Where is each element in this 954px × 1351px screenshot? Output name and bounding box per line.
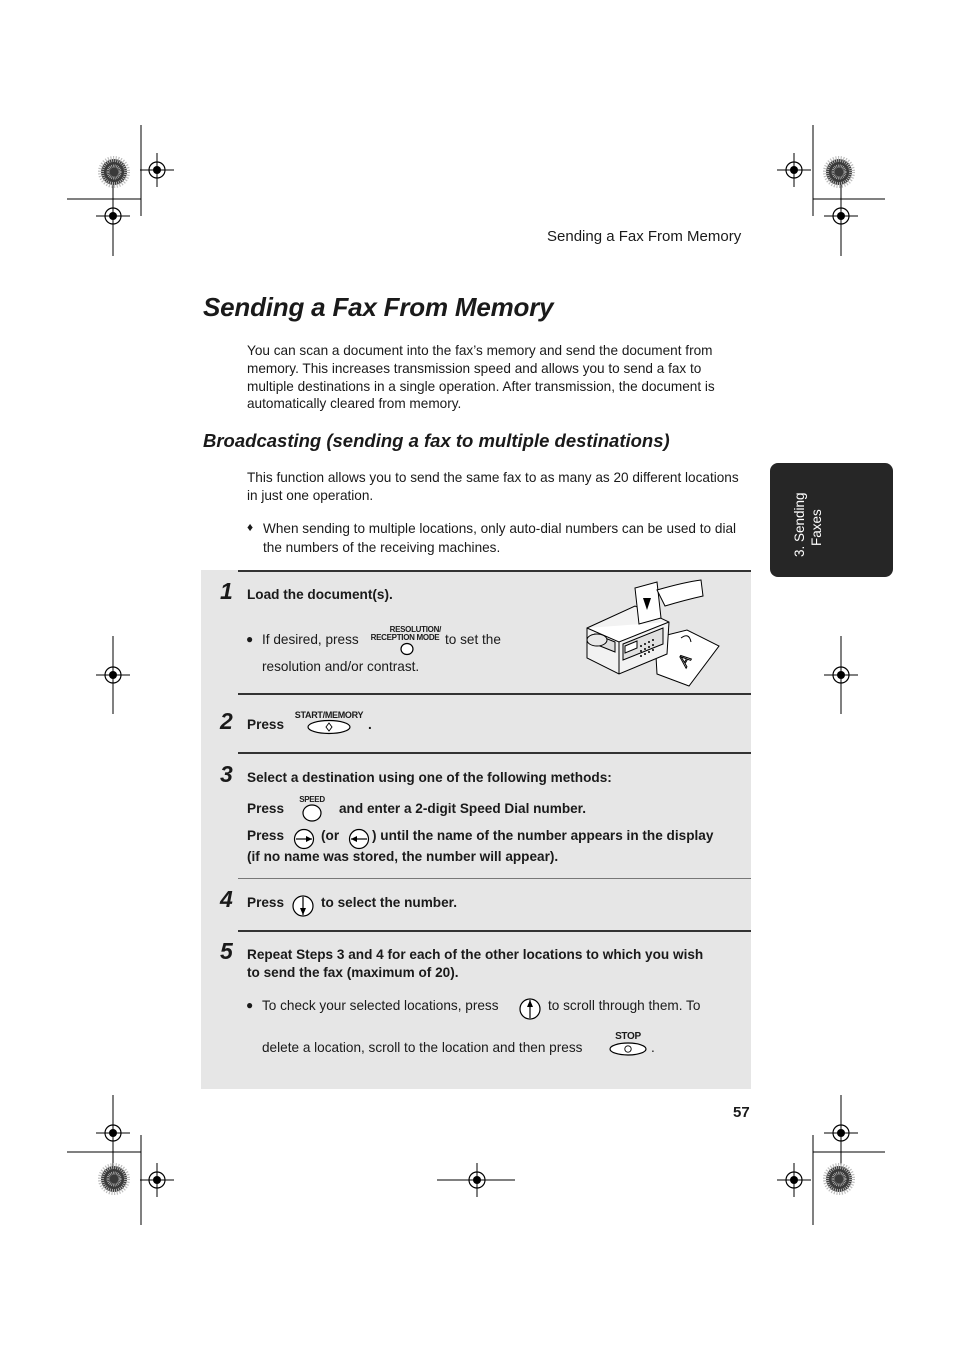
start-icon xyxy=(291,719,367,735)
page-number: 57 xyxy=(733,1104,750,1121)
step-3-until: ) until the name of the number appears in the display xyxy=(372,828,714,843)
step-number-1: 1 xyxy=(220,578,233,604)
step-5-title: to send the fax (maximum of 20). xyxy=(247,965,459,980)
step-1-bullet-text: to set the xyxy=(445,632,501,647)
step-divider xyxy=(238,570,751,572)
page-title: Sending a Fax From Memory xyxy=(203,292,554,322)
chapter-tab-line1: 3. Sending xyxy=(792,492,807,557)
key-label: SPEED xyxy=(299,795,325,804)
svg-text:A: A xyxy=(675,651,696,670)
step-1-bullet-text: If desired, press xyxy=(262,632,359,647)
step-divider xyxy=(238,752,751,754)
step-3-title: Select a destination using one of the following methods: xyxy=(247,770,612,785)
resolution-key-icon xyxy=(369,642,441,656)
diamond-bullet-icon: ♦ xyxy=(247,520,254,534)
right-arrow-key-icon xyxy=(293,828,315,850)
step-5-bullet-text: to scroll through them. To xyxy=(548,998,701,1013)
bullet-icon: ● xyxy=(246,998,254,1012)
step-4-press: Press xyxy=(247,895,285,910)
step-divider xyxy=(238,693,751,695)
left-arrow-key-icon xyxy=(348,828,370,850)
step-number-5: 5 xyxy=(220,938,233,964)
section-title: Broadcasting (sending a fax to multiple destinations) xyxy=(203,430,670,451)
bullet-icon: ● xyxy=(246,632,254,646)
stop-key xyxy=(607,1031,649,1056)
step-5-bullet-text: delete a location, scroll to the location and then press xyxy=(262,1040,583,1055)
step-3-or: (or xyxy=(321,828,340,843)
step-1-title: Load the document(s). xyxy=(247,587,393,602)
section-description: This function allows you to send the same fax to as many as 20 different locations in just one operation. xyxy=(247,470,739,503)
step-number-4: 4 xyxy=(220,886,233,912)
step-divider xyxy=(238,930,751,932)
speed-key xyxy=(297,796,327,822)
up-arrow-key-icon xyxy=(518,997,542,1021)
step-1-bullet-text: resolution and/or contrast. xyxy=(262,659,420,674)
step-number-3: 3 xyxy=(220,761,233,787)
stop-icon xyxy=(607,1042,649,1056)
start-memory-key xyxy=(291,711,367,735)
step-5-title: Repeat Steps 3 and 4 for each of the other locations to which you wish xyxy=(247,947,704,962)
step-3-press: Press xyxy=(247,801,285,816)
running-header: Sending a Fax From Memory xyxy=(547,228,742,245)
intro-paragraph: You can scan a document into the fax’s memory and send the document from memory. This increases transmission speed and allows you to send a fax to multiple destinations in a single operation. After transmission, the document is automatically cleared from memory. xyxy=(247,343,715,412)
key-label: START/MEMORY xyxy=(294,710,364,720)
step-3-speed-text: and enter a 2-digit Speed Dial number. xyxy=(339,801,587,816)
step-5-bullet-text: To check your selected locations, press xyxy=(262,998,499,1013)
step-divider xyxy=(238,878,751,879)
step-2-end: . xyxy=(368,717,372,732)
section-note: When sending to multiple locations, only auto-dial numbers can be used to dial the numbers of the receiving machines. xyxy=(263,521,737,555)
chapter-tab-line2: Faxes xyxy=(809,509,824,546)
step-4-rest: to select the number. xyxy=(321,895,457,910)
key-label: RESOLUTION/ xyxy=(389,625,441,634)
fax-machine-illustration xyxy=(585,578,725,688)
key-label: STOP xyxy=(615,1031,641,1042)
step-2-press: Press xyxy=(247,717,285,732)
step-3-press: Press xyxy=(247,828,285,843)
step-3-paren: (if no name was stored, the number will appear). xyxy=(247,849,559,864)
chapter-tab xyxy=(770,463,893,577)
speed-key-icon xyxy=(297,804,327,822)
resolution-reception-mode-key xyxy=(369,626,441,656)
down-arrow-key-icon xyxy=(292,894,314,918)
step-number-2: 2 xyxy=(220,708,233,734)
key-label: RECEPTION MODE xyxy=(370,633,440,642)
step-5-bullet-text: . xyxy=(651,1040,655,1055)
